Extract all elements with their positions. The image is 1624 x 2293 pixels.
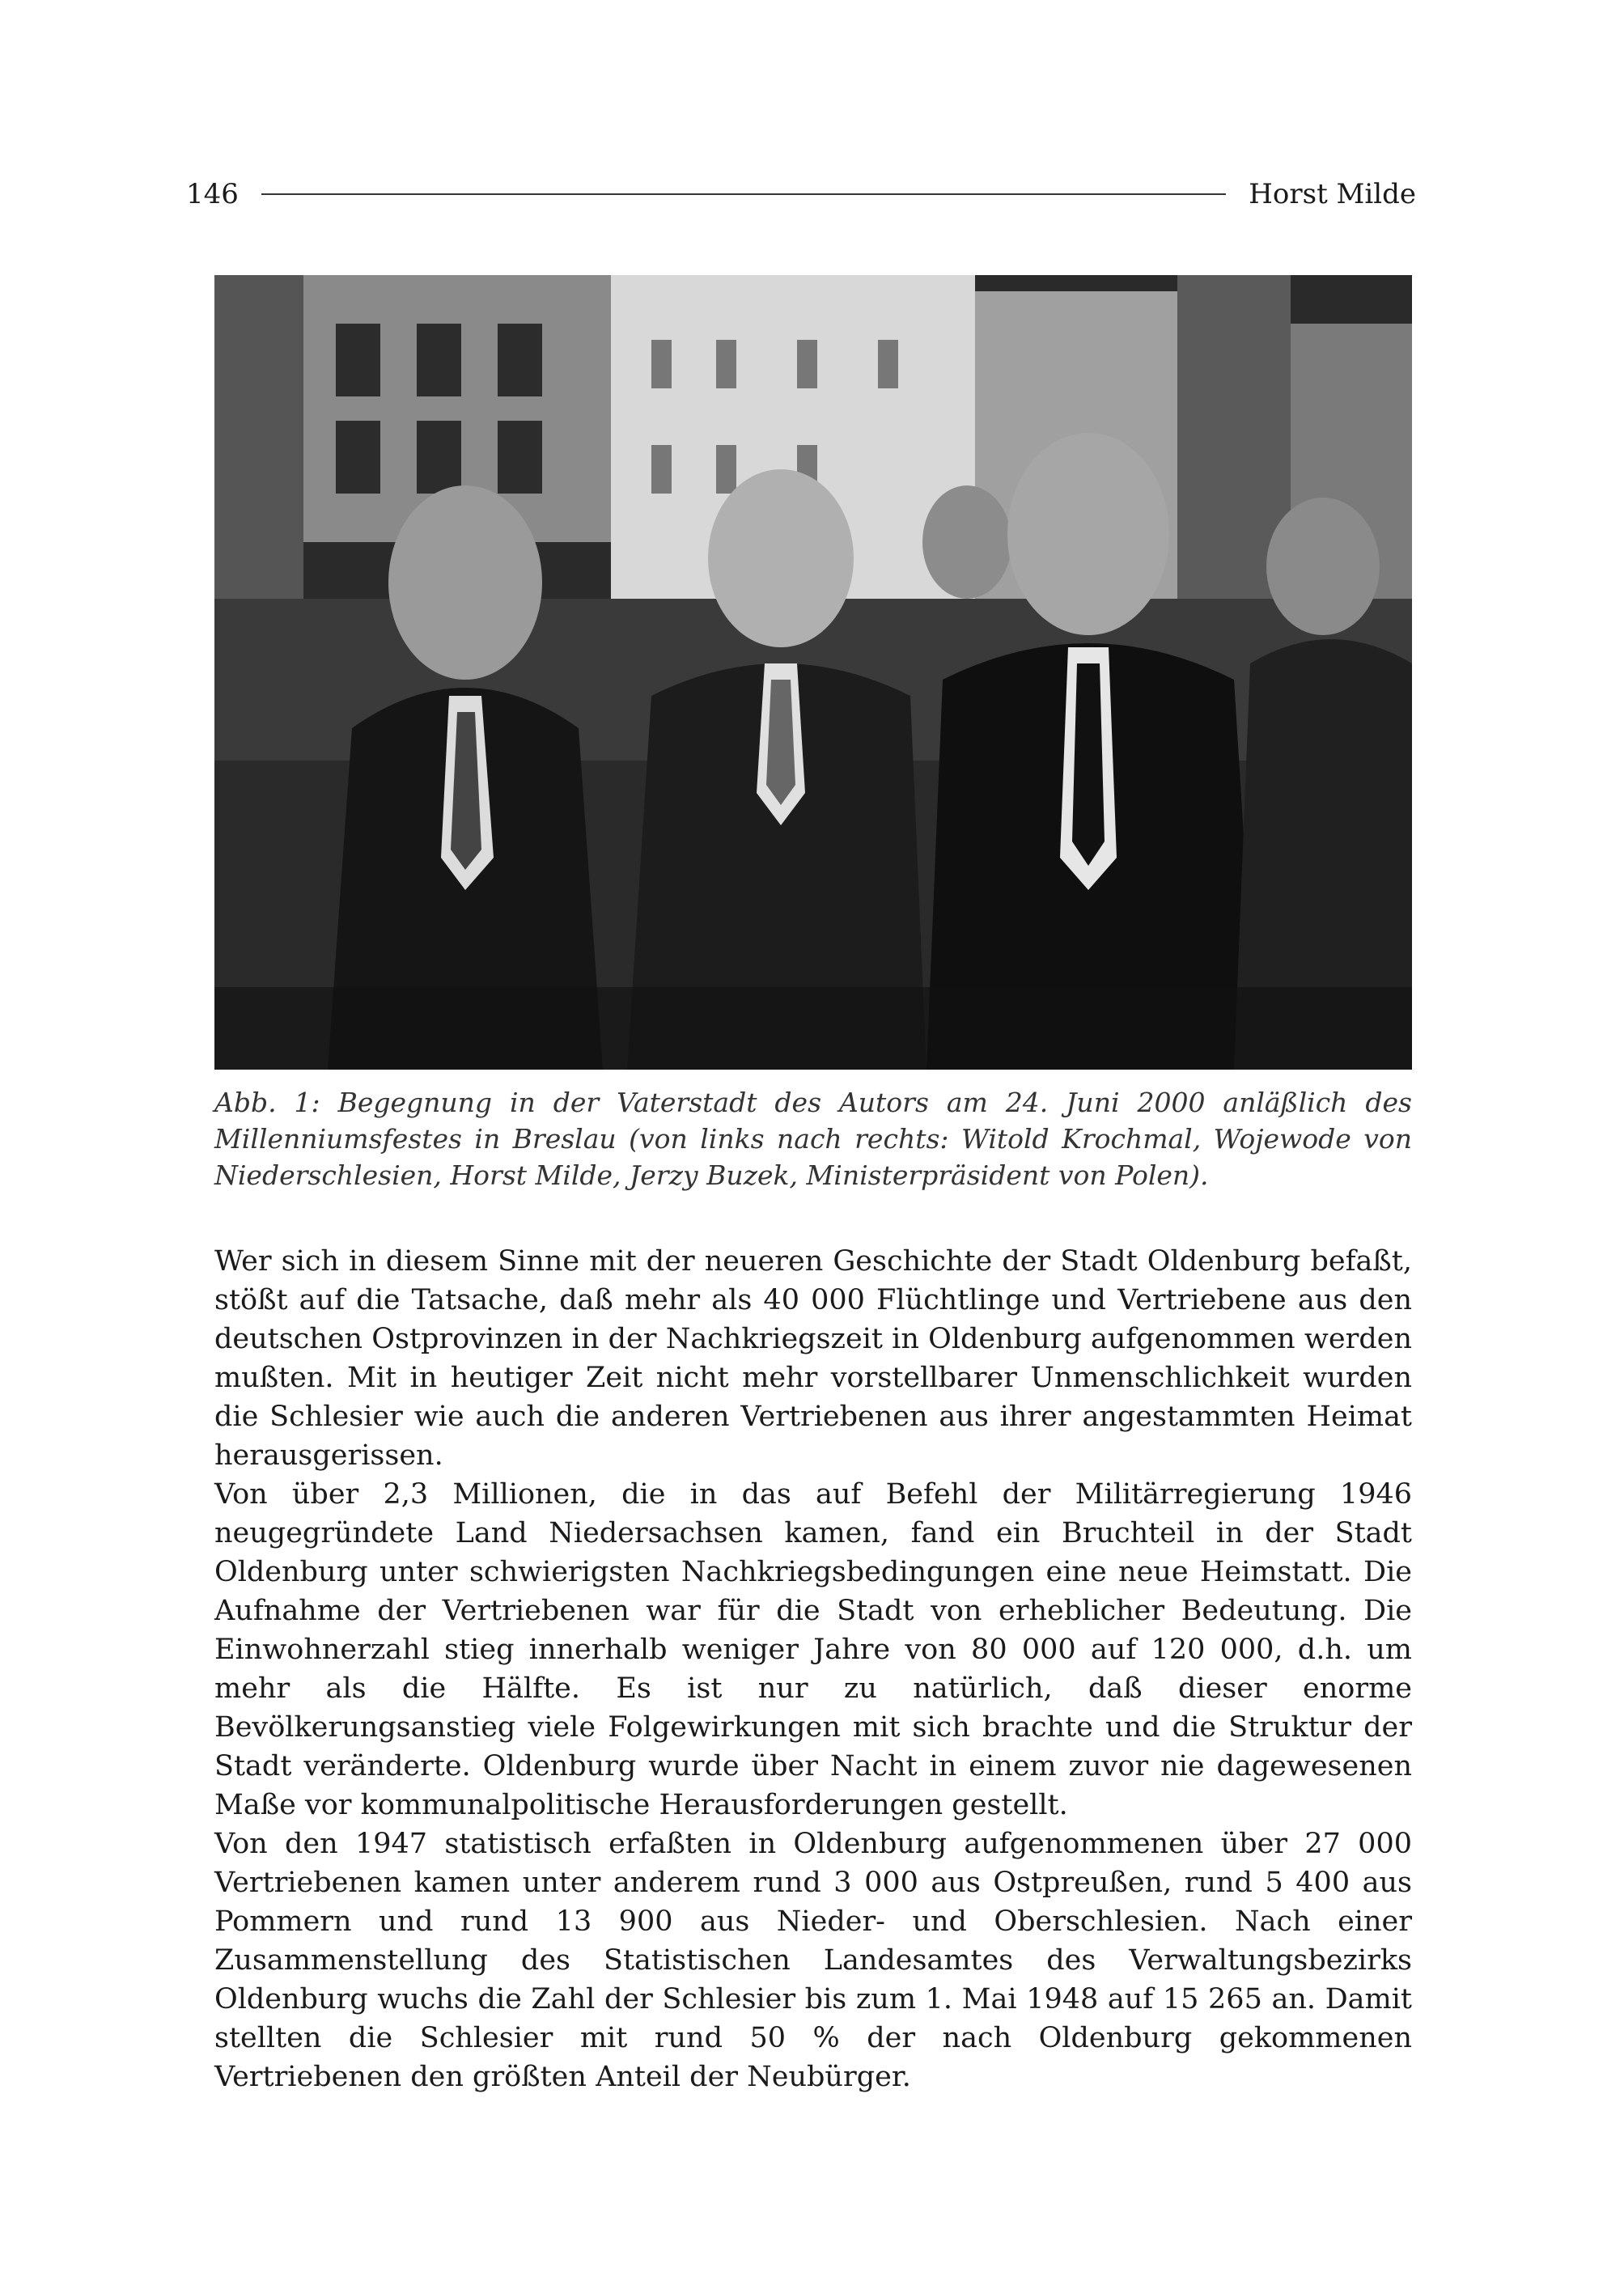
paragraph: Von über 2,3 Millionen, die in das auf Befehl der Militärregierung 1946 neugegründete Land Niedersachsen kamen, fand ein Bruchteil in der Stadt Oldenburg unter schwierigsten Nachkriegsbedingungen eine neue Heimstatt. Die Aufnahme der Vertriebenen war für die Stadt von erheblicher Bedeutung. Die Einwohnerzahl stieg innerhalb weniger Jahre von 80 000 auf 120 000, d.h. um mehr als die Hälfte. Es ist nur zu natürlich, daß dieser enorme Bevölkerungsanstieg viele Folgewirkungen mit sich brachte und die Struktur der Stadt veränderte. Oldenburg wurde über Nacht in einem zuvor nie dagewesenen Maße vor kommunalpolitische Herausforderungen gestellt. [214, 1478, 1412, 1821]
page-number: 146 [186, 178, 239, 210]
running-header [186, 170, 1416, 218]
paragraph: Von den 1947 statistisch erfaßten in Oldenburg aufgenommenen über 27 000 Vertriebenen kamen unter anderem rund 3 000 aus Ostpreußen, rund 5 400 aus Pommern und rund 13 900 aus Nieder- und Oberschlesien. Nach einer Zusammenstellung des Statistischen Landesamtes des Verwaltungsbezirks Oldenburg wuchs die Zahl der Schlesier bis zum 1. Mai 1948 auf 15 265 an. Damit stellten die Schlesier mit rund 50 % der nach Oldenburg gekommenen Vertriebenen den größten Anteil der Neubürger. [214, 1828, 1412, 2093]
paragraph: Wer sich in diesem Sinne mit der neueren Geschichte der Stadt Oldenburg befaßt, stößt auf die Tatsache, daß mehr als 40 000 Flüchtlinge und Vertriebene aus den deutschen Ostprovinzen in der Nachkriegszeit in Oldenburg aufgenommen werden mußten. Mit in heutiger Zeit nicht mehr vorstellbarer Unmenschlichkeit wurden die Schlesier wie auch die anderen Vertriebenen aus ihrer angestammten Heimat herausgerissen. [214, 1245, 1412, 1472]
figure-photo [214, 275, 1412, 1070]
photo-illustration [214, 275, 1412, 1070]
body-text [214, 1242, 1412, 2096]
header-rule [261, 193, 1226, 195]
running-title: Horst Milde [1249, 178, 1416, 210]
figure-caption: Abb. 1: Begegnung in der Vaterstadt des Autors am 24. Juni 2000 anläßlich des Millenniumsfestes in Breslau (von links nach rechts: Witold Krochmal, Wojewode von Niederschlesien, Horst Milde, Jerzy Buzek, Ministerpräsident von Polen). [214, 1087, 1412, 1191]
